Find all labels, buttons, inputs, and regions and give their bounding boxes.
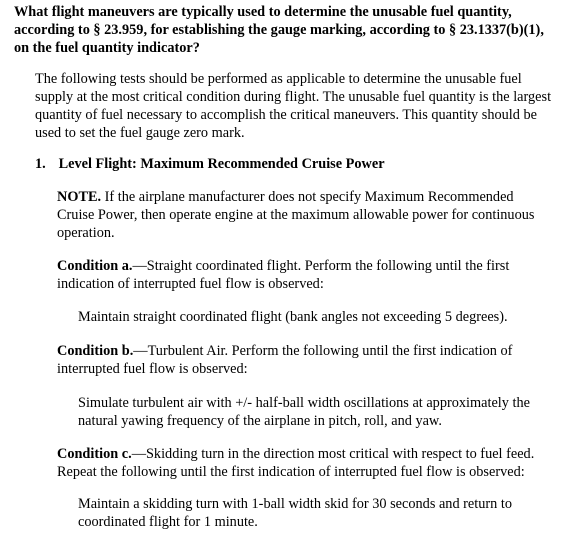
- condition-c-label: Condition c.: [57, 446, 132, 462]
- condition-b-text: —Turbulent Air. Perform the following until the first indication of interrupted fuel flow is observed:: [57, 343, 513, 377]
- condition-b-instruction: Simulate turbulent air with +/- half-ball width oscillations at approximately the natural yawing frequency of the airplane in pitch, roll, and yaw.: [78, 395, 530, 429]
- condition-b-paragraph: [57, 342, 552, 378]
- section-number: 1.: [35, 156, 46, 172]
- intro-paragraph: The following tests should be performed as applicable to determine the unusable fuel supply at the most critical condition during flight. The unusable fuel quantity is the largest quantity of fuel necessary to accomplish the critical maneuvers. This quantity should be used to set the fuel gauge zero mark.: [35, 71, 552, 141]
- note-text: If the airplane manufacturer does not specify Maximum Recommended Cruise Power, then operate engine at the maximum allowable power for continuous operation.: [57, 189, 535, 241]
- condition-a-text: —Straight coordinated flight. Perform the following until the first indication of interrupted fuel flow is observed:: [57, 258, 510, 292]
- question-heading: What flight maneuvers are typically used to determine the unusable fuel quantity, according to § 23.959, for establishing the gauge marking, according to § 23.1337(b)(1), on the fuel quantity indicator?: [14, 4, 544, 56]
- section-heading: [35, 155, 555, 173]
- condition-a-instruction: Maintain straight coordinated flight (bank angles not exceeding 5 degrees).: [78, 309, 508, 325]
- condition-c-instruction: Maintain a skidding turn with 1-ball width skid for 30 seconds and return to coordinated flight for 1 minute.: [78, 496, 513, 530]
- note-label: NOTE.: [57, 189, 102, 205]
- condition-b-label: Condition b.: [57, 343, 134, 359]
- note-paragraph: [57, 188, 552, 242]
- condition-a-paragraph: [57, 257, 552, 293]
- section-title: Level Flight: Maximum Recommended Cruise Power: [58, 156, 385, 172]
- condition-c-text: —Skidding turn in the direction most critical with respect to fuel feed. Repeat the following until the first indication of interrupted fuel flow is observed:: [57, 446, 535, 480]
- condition-a-label: Condition a.: [57, 258, 133, 274]
- condition-c-paragraph: [57, 445, 552, 481]
